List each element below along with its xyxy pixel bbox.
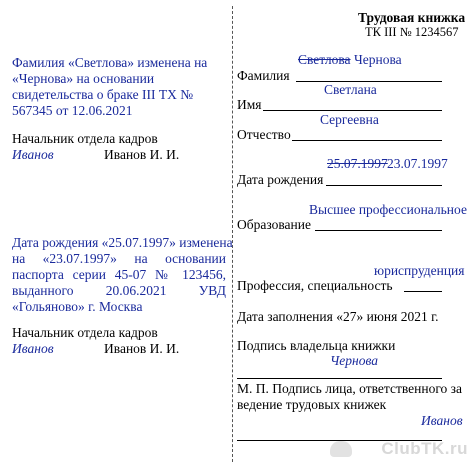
note2-name: Иванов И. И. (104, 341, 180, 356)
watermark: ClubTK.ru (381, 439, 468, 458)
education-value: Высшее профессиональное (309, 202, 467, 217)
fill-date: Дата заполнения «27» июня 2021 г. (237, 309, 439, 324)
birth-new: 23.07.1997 (387, 156, 448, 171)
profession-value: юриспруденция (374, 263, 465, 278)
surname-label: Фамилия (237, 68, 290, 83)
patronymic-value: Сергеевна (320, 112, 379, 127)
note2-signature: Иванов (12, 341, 54, 356)
note1-name: Иванов И. И. (104, 147, 180, 162)
note2-line2: на «23.07.1997» на основании (12, 251, 226, 266)
owner-sign-label: Подпись владельца книжки (237, 338, 396, 353)
book-series: ТК III № 1234567 (365, 25, 459, 39)
patronymic-label: Отчество (237, 127, 291, 142)
profession-underline (404, 291, 442, 292)
profession-label: Профессия, специальность (237, 278, 393, 293)
education-underline (315, 230, 442, 231)
note2-line1: Дата рождения «25.07.1997» изменена (12, 235, 233, 250)
note1-signature: Иванов (12, 147, 54, 162)
note1-line1: Фамилия «Светлова» изменена на (12, 55, 208, 70)
watermark-logo-icon (330, 441, 352, 457)
owner-signature: Чернова (330, 353, 379, 368)
education-label: Образование (237, 217, 311, 232)
birth-old: 25.07.1997 (327, 156, 388, 171)
birth-underline (326, 185, 442, 186)
note1-position: Начальник отдела кадров (12, 131, 158, 146)
name-label: Имя (237, 97, 262, 112)
name-underline (263, 110, 442, 111)
note1-line3: свидетельства о браке III ТХ № (12, 87, 194, 102)
responsible-signature: Иванов (421, 413, 463, 428)
surname-new: Чернова (354, 52, 402, 67)
surname-old: Светлова (298, 52, 351, 67)
note2-line3: паспорта серии 45-07 № 123456, (12, 267, 226, 282)
note2-position: Начальник отдела кадров (12, 325, 158, 340)
note1-line2: «Чернова» на основании (12, 71, 155, 86)
owner-sign-underline (237, 378, 442, 379)
mp-line2: ведение трудовых книжек (237, 397, 387, 412)
mp-line1: М. П. Подпись лица, ответственного за (237, 381, 462, 396)
name-value: Светлана (324, 82, 377, 97)
note1-line4: 567345 от 12.06.2021 (12, 103, 133, 118)
page-divider (232, 6, 233, 462)
book-title: Трудовая книжка (358, 10, 466, 25)
note2-line5: «Гольяново» г. Москва (12, 299, 143, 314)
patronymic-underline (292, 140, 442, 141)
birth-label: Дата рождения (237, 172, 324, 187)
note2-line4: выданного 20.06.2021 УВД (12, 283, 226, 298)
